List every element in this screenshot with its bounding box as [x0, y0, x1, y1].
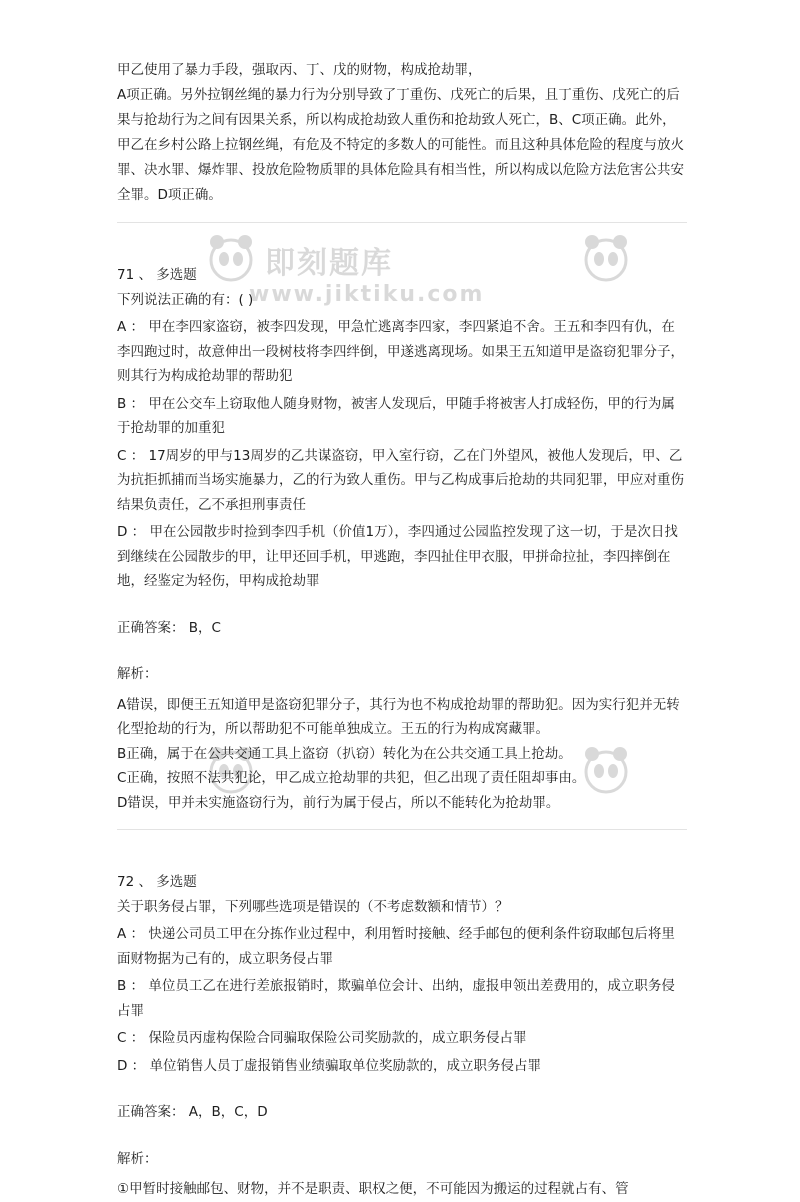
- divider: [117, 829, 687, 830]
- intro-line: 甲乙使用了暴力手段，强取丙、丁、戊的财物，构成抢劫罪，: [117, 62, 482, 78]
- option-b: B ： 单位员工乙在进行差旅报销时，欺骗单位会计、出纳，虚报申领出差费用的，成立职务侵占罪: [117, 978, 675, 1019]
- analysis-line: ①甲暂时接触邮包、财物，并不是职责、职权之便，不可能因为搬运的过程就占有、管: [117, 1181, 629, 1197]
- option-d: D ： 单位销售人员丁虚报销售业绩骗取单位奖励款的，成立职务侵占罪: [117, 1057, 541, 1074]
- intro-paragraph: A项正确。另外拉钢丝绳的暴力行为分别导致了丁重伤、戊死亡的后果，且丁重伤、戊死亡的后果与抢劫行为之间有因果关系，所以构成抢劫致人重伤和抢劫致人死亡，B、C项正确。此外，甲乙在乡村公路上拉钢丝绳，有危及不特定的多数人的可能性。而且这种具体危险的程度与放火罪、决水罪、爆炸罪、投放危险物质罪的具体危险具有相当性，所以构成以危险方法危害公共安全罪。D项正确。: [117, 87, 684, 203]
- analysis-line: A错误，即便王五知道甲是盗窃犯罪分子，其行为也不构成抢劫罪的帮助犯。因为实行犯并无转化型抢劫的行为，所以帮助犯不可能单独成立。王五的行为构成窝藏罪。: [117, 696, 680, 737]
- question-stem: 下列说法正确的有：( ): [117, 291, 254, 308]
- option-d: D ： 甲在公园散步时捡到李四手机（价值1万），李四通过公园监控发现了这一切，于是次日找到继续在公园散步的甲，让甲还回手机，甲逃跑，李四扯住甲衣服，甲拼命拉扯，李四摔倒在地，经鉴定为轻伤，甲构成抢劫罪: [117, 524, 678, 589]
- document-page: [117, 58, 687, 1202]
- analysis-line: C正确，按照不法共犯论，甲乙成立抢劫罪的共犯，但乙出现了责任阻却事由。: [117, 770, 586, 786]
- option-b: B ： 甲在公交车上窃取他人随身财物，被害人发现后，甲随手将被害人打成轻伤，甲的行为属于抢劫罪的加重犯: [117, 395, 675, 436]
- analysis-line: B正确，属于在公共交通工具上盗窃（扒窃）转化为在公共交通工具上抢劫。: [117, 745, 572, 762]
- question-71: [117, 263, 687, 815]
- option-a: A ： 甲在李四家盗窃，被李四发现，甲急忙逃离李四家，李四紧追不舍。王五和李四有仇，在李四跑过时，故意伸出一段树枝将李四绊倒，甲遂逃离现场。如果王五知道甲是盗窃犯罪分子，则其行为构成抢劫罪的帮助犯: [117, 319, 684, 384]
- question-72: [117, 870, 687, 1202]
- question-header: 71 、 多选题: [117, 267, 197, 283]
- analysis-label: 解析：: [117, 666, 158, 682]
- analysis-line: D错误，甲并未实施盗窃行为，前行为属于侵占，所以不能转化为抢劫罪。: [117, 794, 560, 811]
- analysis-label: 解析：: [117, 1150, 158, 1167]
- correct-answer: 正确答案： A，B，C，D: [117, 1104, 268, 1120]
- watermark-text: 即刻题库: [265, 246, 393, 281]
- watermark-site: www.jiktiku.com: [249, 282, 485, 307]
- option-c: C ： 17周岁的甲与13周岁的乙共谋盗窃，甲入室行窃，乙在门外望风，被他人发现后，甲、乙为抗拒抓捕而当场实施暴力，乙的行为致人重伤。甲与乙构成事后抢劫的共同犯罪，甲应对重伤结果负责任，乙不承担刑事责任: [117, 447, 684, 513]
- correct-answer: 正确答案： B，C: [117, 619, 221, 636]
- question-stem: 关于职务侵占罪，下列哪些选项是错误的（不考虑数额和情节）？: [117, 898, 509, 915]
- option-a: A ： 快递公司员工甲在分拣作业过程中，利用暂时接触、经手邮包的便利条件窃取邮包后将里面财物据为己有的，成立职务侵占罪: [117, 926, 675, 967]
- option-c: C ： 保险员丙虚构保险合同骗取保险公司奖励款的，成立职务侵占罪: [117, 1030, 527, 1046]
- divider: [117, 222, 687, 223]
- question-header: 72 、 多选题: [117, 874, 197, 890]
